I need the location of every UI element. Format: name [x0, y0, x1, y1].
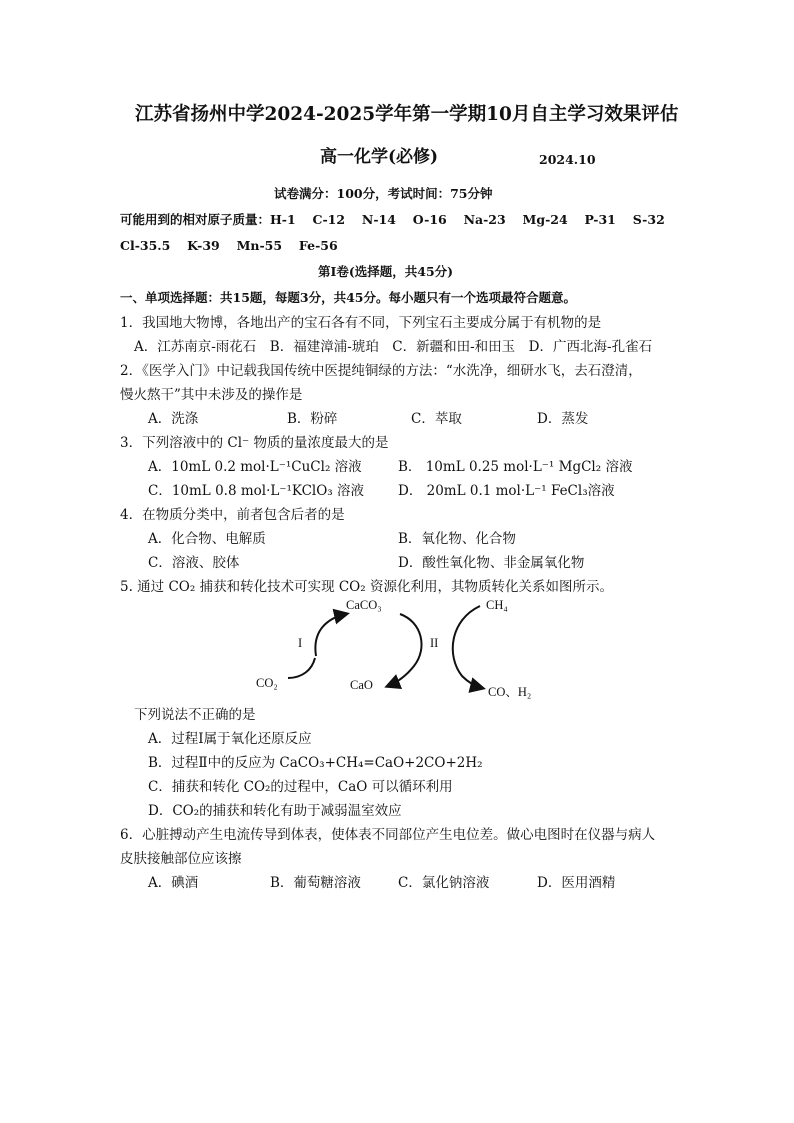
co2-cycle-diagram: [250, 596, 590, 704]
q3-option-b: B． 10mL 0.25 mol·L⁻¹ MgCl₂ 溶液: [398, 459, 633, 475]
q3-option-c: C．10mL 0.8 mol·L⁻¹KClO₃ 溶液: [148, 483, 365, 499]
q4-option-d: D．酸性氧化物、非金属氧化物: [398, 555, 585, 571]
label-caco3: CaCO₃: [346, 598, 382, 612]
section-title: 第Ⅰ卷(选择题，共45分): [318, 264, 454, 279]
q2-option-c: C．萃取: [411, 411, 462, 427]
q6-stem-1: 6．心脏搏动产生电流传导到体表，使体表不同部位产生电位差。做心电图时在仪器与病人: [120, 827, 656, 843]
q3-stem: 3．下列溶液中的 Cl⁻ 物质的量浓度最大的是: [120, 435, 389, 451]
q5-option-a: A．过程Ⅰ属于氧化还原反应: [148, 731, 312, 747]
q6-option-a: A．碘酒: [148, 875, 199, 891]
q6-option-b: B．葡萄糖溶液: [270, 875, 361, 891]
q3-option-a: A．10mL 0.2 mol·L⁻¹CuCl₂ 溶液: [148, 459, 362, 475]
q4-option-c: C．溶液、胶体: [148, 555, 240, 571]
label-ch4: CH₄: [486, 598, 508, 612]
q3-option-d: D． 20mL 0.1 mol·L⁻¹ FeCl₃溶液: [398, 483, 615, 499]
q1-stem: 1．我国地大物博，各地出产的宝石各有不同，下列宝石主要成分属于有机物的是: [120, 315, 602, 331]
arrow-ch4-to-products: [453, 606, 482, 688]
exam-date: 2024.10: [539, 152, 596, 167]
arrow-co2-in: [288, 658, 315, 678]
exam-info: 试卷满分：100分，考试时间：75分钟: [274, 186, 493, 201]
q6-option-c: C．氯化钠溶液: [398, 875, 490, 891]
label-co2: CO₂: [256, 676, 278, 690]
q5-option-c: C．捕获和转化 CO₂的过程中，CaO 可以循环利用: [148, 779, 453, 795]
subject-title: 高一化学(必修): [320, 147, 439, 167]
q2-option-b: B．粉碎: [287, 411, 338, 427]
label-co-h2: CO、H₂: [488, 685, 532, 699]
label-process-1: I: [298, 636, 303, 650]
q5-option-d: D．CO₂的捕获和转化有助于减弱温室效应: [148, 803, 402, 819]
q6-stem-2: 皮肤接触部位应该擦: [120, 851, 242, 867]
q2-stem-1: 2．《医学入门》中记载我国传统中医提纯铜绿的方法：“水洗净，细研水飞，去石澄清，: [120, 363, 642, 379]
section-instruction: 一、单项选择题：共15题，每题3分，共45分。每小题只有一个选项最符合题意。: [120, 290, 576, 305]
atomic-mass-line-1: 可能用到的相对原子质量：H-1 C-12 N-14 O-16 Na-23 Mg-24 P-31 S-32: [120, 212, 665, 227]
q4-stem: 4．在物质分类中，前者包含后者的是: [120, 507, 345, 523]
label-process-2: II: [430, 636, 439, 650]
exam-title: 江苏省扬州中学2024-2025学年第一学期10月自主学习效果评估: [135, 104, 679, 125]
arrow-process-2: [388, 614, 422, 686]
q6-option-d: D．医用酒精: [537, 875, 616, 891]
q4-option-a: A．化合物、电解质: [148, 531, 266, 547]
q2-option-a: A．洗涤: [148, 411, 199, 427]
q5-question: 下列说法不正确的是: [134, 707, 256, 723]
q5-stem: 5. 通过 CO₂ 捕获和转化技术可实现 CO₂ 资源化利用，其物质转化关系如图所示。: [120, 579, 613, 595]
q4-option-b: B．氧化物、化合物: [398, 531, 516, 547]
arrow-process-1: [315, 614, 346, 656]
atomic-mass-line-2: Cl-35.5 K-39 Mn-55 Fe-56: [120, 238, 338, 253]
q5-option-b: B．过程Ⅱ中的反应为 CaCO₃+CH₄=CaO+2CO+2H₂: [148, 755, 483, 771]
q1-options: A．江苏南京-雨花石 B．福建漳浦-琥珀 C．新疆和田-和田玉 D．广西北海-孔雀石: [134, 339, 653, 355]
q2-option-d: D．蒸发: [537, 411, 589, 427]
q2-stem-2: 慢火熬干”其中未涉及的操作是: [120, 387, 303, 403]
label-cao: CaO: [350, 678, 373, 692]
